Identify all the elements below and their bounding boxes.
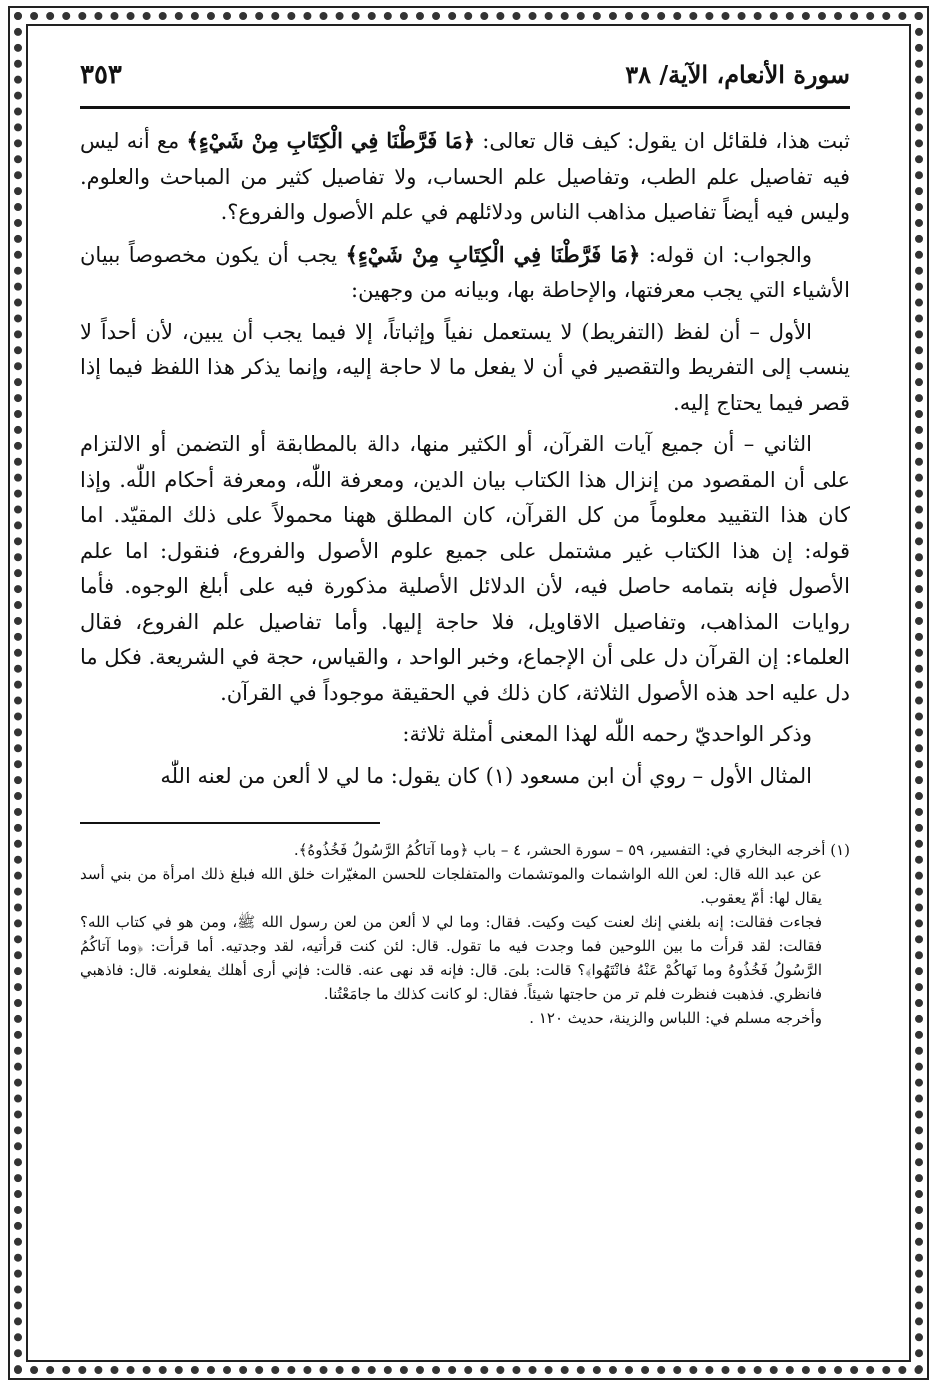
book-page <box>80 60 850 1030</box>
main-text <box>80 123 850 794</box>
paragraph <box>80 237 850 309</box>
paragraph <box>80 717 850 753</box>
text-run: وذكر الواحديّ رحمه اللّٰه لهذا المعنى أمثلة ثلاثة: <box>402 722 812 746</box>
running-header <box>80 60 850 109</box>
paragraph <box>80 123 850 231</box>
text-run: مع أنه ليس فيه تفاصيل علم الطب، وتفاصيل علم الحساب، ولا تفاصيل كثير من المباحث والعلوم. وليس فيه أيضاً تفاصيل مذاهب الناس ودلائلهم في علم الأصول والفروع؟. <box>80 129 850 224</box>
paragraph <box>80 759 850 795</box>
quran-quote: ﴿مَا فَرَّطْنَا فِي الْكِتَابِ مِنْ شَيْءٍ﴾ <box>345 241 641 267</box>
text-run: والجواب: ان قوله: <box>640 242 812 267</box>
running-title: سورة الأنعام، الآية/ ٣٨ <box>625 60 850 89</box>
text-run: ثبت هذا، فلقائل ان يقول: كيف قال تعالى: <box>475 129 850 153</box>
footnote-line: فجاءت فقالت: إنه بلغني إنك لعنت كيت وكيت. فقال: وما لي لا ألعن من لعن رسول الله ﷺ، ومن هو في كتاب الله؟ فقالت: لقد قرأت ما بين اللوحين فما وجدت فيه ما تقول. قال: لئن كنت قرأتيه، لقد وجدتيه. أما قرأت: ﴿وما آتاكُمُ الرَّسُولُ فَخُذُوهُ وما نَهاكُمْ عَنْهُ فانْتَهُوا﴾؟ قالت: بلىَ. قال: فإنه قد نهى عنه. قالت: فإني أرى أهلك يفعلونه. قال: فاذهبي فانظري. فذهبت فنظرت فلم تر من حاجتها شيئاً. فقال: لو كانت كذلك ما جامَعْتُنا. <box>80 913 822 1003</box>
footnote-line: وأخرجه مسلم في: اللباس والزينة، حديث ١٢٠ . <box>529 1009 822 1027</box>
text-run: الأول – أن لفظ (التفريط) لا يستعمل نفياً وإثباتاً، إلا فيما يجب أن يبين، لأن أحداً لا ينسب إلى التفريط والتقصير في أن لا يفعل ما لا حاجة إليه، وإنما يذكر هذا اللفظ فيما إذا قصر فيما يحتاج إليه. <box>80 319 850 415</box>
text-run: الثاني – أن جميع آيات القرآن، أو الكثير منها، دالة بالمطابقة أو التضمن أو الالتزام على أن المقصود من إنزال هذا الكتاب بيان الدين، ومعرفة اللّٰه، ومعرفة أحكام اللّٰه. وإذا كان هذا التقييد معلوماً من كل القرآن، كان المطلق ههنا محمولاً على ذلك المقيّد. اما قوله: إن هذا الكتاب غير مشتمل على جميع علوم الأصول والفروع، فنقول: اما علم الأصول فإنه بتمامه حاصل فيه، لأن الدلائل الأصلية مذكورة فيه على أبلغ الوجوه. فأما روايات المذاهب، وتفاصيل الاقاويل، فلا حاجة إليها. وأما تفاصيل علم الفروع، فقال العلماء: إن القرآن دل على أن الإجماع، وخبر الواحد ، والقياس، حجة في الشريعة. فكل ما دل عليه احد هذه الأصول الثلاثة، كان ذلك في الحقيقة موجوداً في القرآن. <box>80 432 850 705</box>
paragraph <box>80 315 850 422</box>
footnote-line: عن عبد الله قال: لعن الله الواشمات والموتشمات والمتفلجات للحسن المغيّرات خلق الله فبلغ ذلك امرأة من بني أسد يقال لها: أمّ يعقوب. <box>80 865 822 907</box>
quran-quote: ﴿مَا فَرَّطْنَا فِي الْكِتَابِ مِنْ شَيْءٍ﴾ <box>186 128 476 153</box>
text-run: المثال الأول – روي أن ابن مسعود (١) كان يقول: ما لي لا ألعن من لعنه اللّٰه <box>160 763 812 788</box>
footnote-separator <box>80 822 380 824</box>
footnote-line: (١) أخرجه البخاري في: التفسير، ٥٩ – سورة الحشر، ٤ – باب ﴿وما آتاكُمُ الرَّسُولُ فَخُذُوهُ﴾. <box>293 841 850 859</box>
paragraph <box>80 427 850 711</box>
text-run: يجب أن يكون مخصوصاً ببيان الأشياء التي يجب معرفتها، والإحاطة بها، وبيانه من وجهين: <box>80 242 850 302</box>
page-number: ٣٥٣ <box>80 60 122 90</box>
footnotes <box>80 838 850 1030</box>
